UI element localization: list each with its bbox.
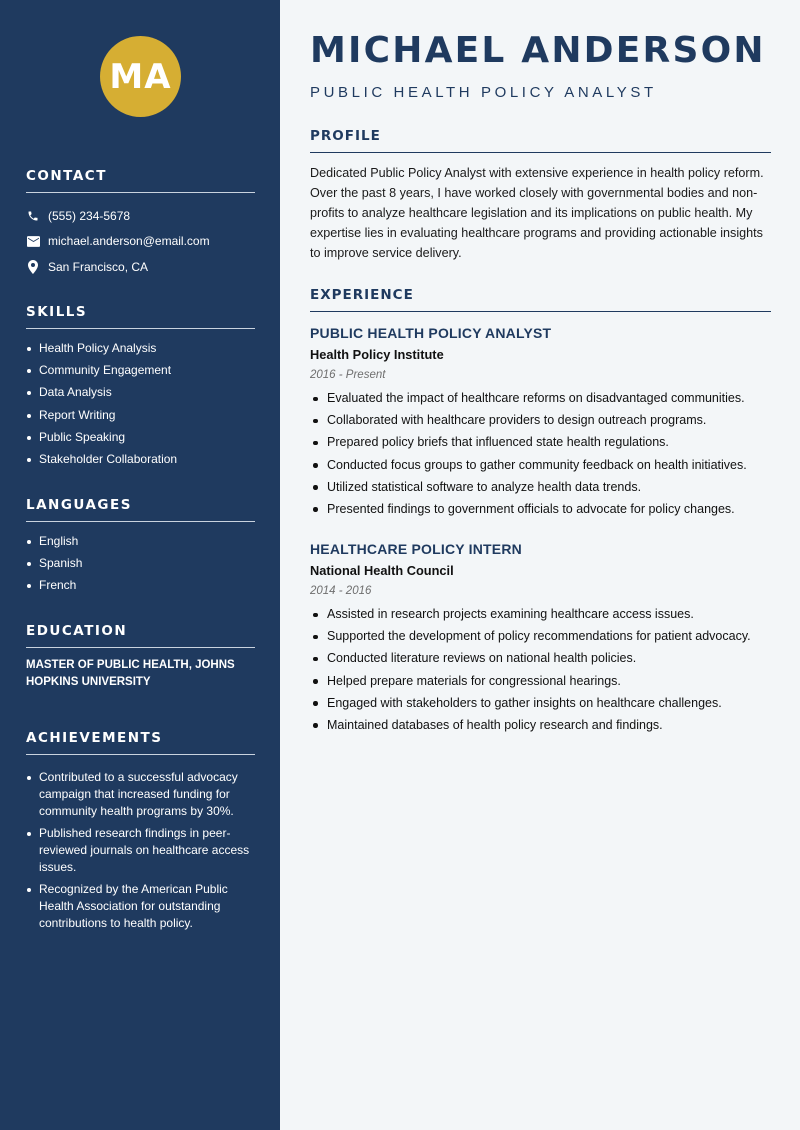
contact-location [26,254,255,280]
job-bullet: Prepared policy briefs that influenced state health regulations. [310,434,771,451]
job-bullet: Assisted in research projects examining healthcare access issues. [310,606,771,623]
job-bullet: Utilized statistical software to analyze health data trends. [310,479,771,496]
skill-item: Health Policy Analysis [26,340,255,357]
contact-heading: CONTACT [26,168,255,193]
avatar [100,36,181,117]
job-bullet: Collaborated with healthcare providers to design outreach programs. [310,412,771,429]
skills-list [26,340,255,468]
job-bullet: Helped prepare materials for congressional hearings. [310,673,771,690]
location-pin-icon [26,260,40,274]
job-entry [310,325,771,523]
job-bullet: Conducted focus groups to gather community feedback on health initiatives. [310,457,771,474]
job-bullet: Engaged with stakeholders to gather insights on healthcare challenges. [310,695,771,712]
skill-item: Stakeholder Collaboration [26,451,255,468]
skill-item: Report Writing [26,407,255,424]
avatar-initials: MA [109,56,172,97]
job-entry-title: PUBLIC HEALTH POLICY ANALYST [310,325,552,341]
sidebar [0,0,280,1130]
languages-list [26,533,255,594]
language-item: English [26,533,255,550]
skill-item: Public Speaking [26,429,255,446]
experience-section [310,287,771,312]
contact-section [26,168,255,280]
job-entry-title: HEALTHCARE POLICY INTERN [310,541,522,557]
education-degree: MASTER OF PUBLIC HEALTH, JOHNS HOPKINS UNIVERSITY [26,659,235,688]
achievements-heading: ACHIEVEMENTS [26,730,255,755]
profile-text: Dedicated Public Policy Analyst with extensive experience in health policy reform. Over the past 8 years, I have worked closely with governmental bodies and non-profits to analyze healthcare legislation and its implications on public health. My expertise lies in evaluating healthcare programs and providing actionable insights to improve service delivery. [310,166,764,260]
job-bullet: Maintained databases of health policy research and findings. [310,717,771,734]
job-entry-dates: 2016 - Present [310,369,386,381]
contact-phone [26,203,255,229]
achievement-item: Contributed to a successful advocacy campaign that increased funding for community health programs by 30%. [26,769,255,820]
achievements-section [26,730,255,937]
job-bullet: Evaluated the impact of healthcare reforms on disadvantaged communities. [310,390,771,407]
job-entry-dates: 2014 - 2016 [310,585,372,597]
contact-phone-text: (555) 234-5678 [48,208,131,223]
skills-section [26,304,255,473]
skills-heading: SKILLS [26,304,255,329]
profile-heading: PROFILE [310,128,771,153]
contact-email-text: michael.anderson@email.com [48,234,210,249]
contact-email [26,229,255,255]
job-title: PUBLIC HEALTH POLICY ANALYST [310,84,657,101]
job-bullet: Presented findings to government officials to advocate for policy changes. [310,501,771,518]
skill-item: Community Engagement [26,362,255,379]
profile-section [310,128,771,263]
languages-section [26,497,255,600]
contact-location-text: San Francisco, CA [48,259,149,274]
languages-heading: LANGUAGES [26,497,255,522]
job-entry-company: Health Policy Institute [310,347,444,362]
language-item: Spanish [26,555,255,572]
job-entry-bullets [310,390,771,518]
language-item: French [26,577,255,594]
achievement-item: Published research findings in peer-reviewed journals on healthcare access issues. [26,825,255,876]
candidate-name: MICHAEL ANDERSON [310,30,766,71]
job-entry-bullets [310,606,771,734]
skill-item: Data Analysis [26,384,255,401]
phone-icon [26,209,40,223]
contact-list [26,203,255,280]
job-bullet: Conducted literature reviews on national health policies. [310,650,771,667]
job-entry [310,541,771,739]
education-heading: EDUCATION [26,623,255,648]
job-entry-company: National Health Council [310,563,454,578]
experience-heading: EXPERIENCE [310,287,771,312]
achievements-list [26,769,255,932]
job-bullet: Supported the development of policy recommendations for patient advocacy. [310,628,771,645]
mail-icon [26,234,40,248]
achievement-item: Recognized by the American Public Health Association for outstanding contributions to health policy. [26,881,255,932]
education-section [26,623,255,691]
